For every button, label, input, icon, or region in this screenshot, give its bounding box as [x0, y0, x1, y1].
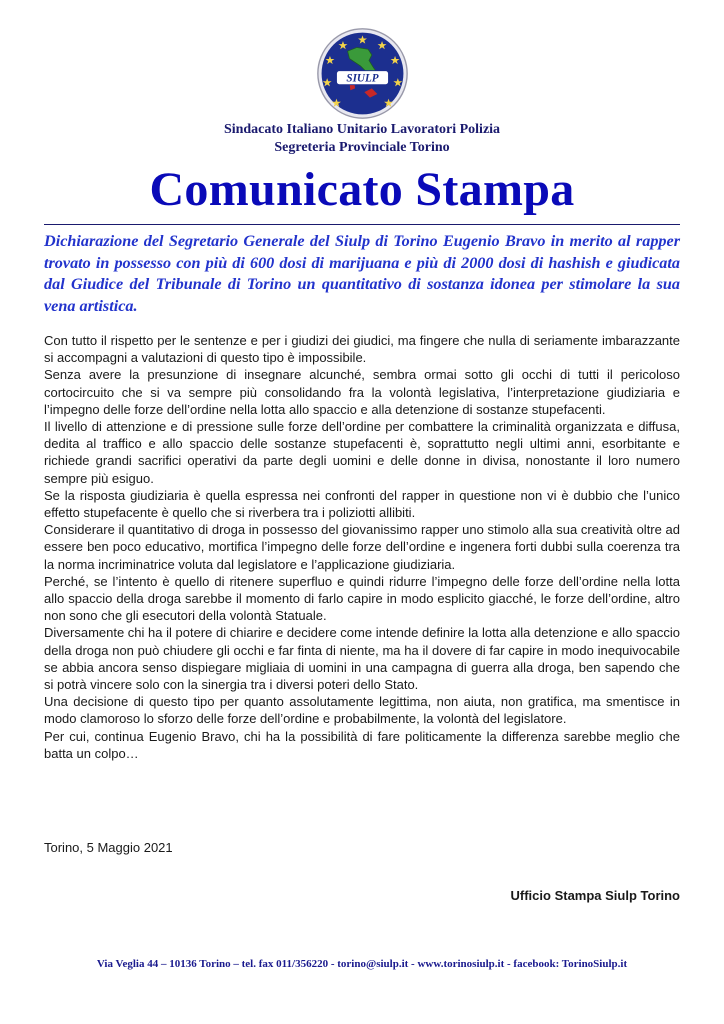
siulp-logo	[316, 27, 409, 120]
org-branch: Segreteria Provinciale Torino	[274, 140, 450, 155]
signature: Ufficio Stampa Siulp Torino	[510, 888, 680, 903]
siulp-emblem-icon	[316, 27, 409, 120]
body-paragraph: Perché, se l’intento è quello di ritenere superfluo e quindi ridurre l’impegno delle forze dell’ordine nella lotta allo spaccio della droga sarebbe il momento di farlo capire in modo esplicito giacché, le forze dell’ordine, altro non sono che gli esecutori della volontà Statuale.	[44, 573, 680, 624]
footer-contacts: Via Veglia 44 – 10136 Torino – tel. fax 011/356220 - torino@siulp.it - www.torinosiulp.it - facebook: TorinoSiulp.it	[96, 958, 628, 970]
body-paragraph: Se la risposta giudiziaria è quella espressa nei confronti del rapper in questione non vi è dubbio che l’unico effetto stupefacente è quello che si riverbera tra i poliziotti allibiti.	[44, 487, 680, 521]
press-body	[44, 332, 680, 762]
org-name: Sindacato Italiano Unitario Lavoratori Polizia	[223, 122, 501, 137]
press-subtitle: Dichiarazione del Segretario Generale del Siulp di Torino Eugenio Bravo in merito al rapper trovato in possesso con più di 600 dosi di marijuana e più di 2000 dosi di hashish e giudicata dal Giudice del Tribunale di Torino un quantitativo di sostanza idonea per stimolare la sua vena artistica.	[44, 232, 680, 315]
title-divider	[44, 224, 680, 225]
body-paragraph: Il livello di attenzione e di pressione sulle forze dell’ordine per combattere la criminalità organizzata e diffusa, dedita al traffico e allo spaccio delle sostanze stupefacenti è, soprattutto negli ultimi anni, esorbitante e richiede grandi sacrifici operativi da parte degli uomini e delle donne in divisa, nonostante il loro numero sempre più esiguo.	[44, 419, 680, 486]
page-title: Comunicato Stampa	[149, 163, 575, 216]
body-paragraph: Una decisione di questo tipo per quanto assolutamente legittima, non aiuta, non gratifica, ma smentisce in modo clamoroso lo sforzo delle forze dell’ordine e probabilmente, la volontà del legislatore.	[44, 694, 680, 727]
svg-text:SIULP: SIULP	[346, 72, 379, 85]
body-paragraph: Senza avere la presunzione di insegnare alcunché, sembra ormai sotto gli occhi di tutti il pericoloso cortocircuito che si va sempre più consolidando fra la volontà legislativa, l’interpretazione giudiziaria e l’impegno delle forze dell’ordine nella lotta allo spaccio e alla detenzione di sostanze stupefacenti.	[44, 367, 680, 417]
body-paragraph: Con tutto il rispetto per le sentenze e per i giudizi dei giudici, ma fingere che nulla di seriamente imbarazzante si accompagni a valutazioni di questo tipo è impossibile.	[44, 333, 680, 366]
body-paragraph: Diversamente chi ha il potere di chiarire e decidere come intende definire la lotta alla detenzione e allo spaccio della droga non può chiudere gli occhi e far finta di niente, ma ha il dovere di far capire in modo inequivocabile se abbia ancora senso dispiegare migliaia di uomini in una campagna di guerra alla droga, ben sapendo che si potrà vincere solo con la sinergia tra i diversi poteri dello Stato.	[44, 625, 680, 693]
body-paragraph: Per cui, continua Eugenio Bravo, chi ha la possibilità di fare politicamente la differenza sarebbe meglio che batta un colpo…	[44, 728, 680, 761]
body-paragraph: Considerare il quantitativo di droga in possesso del giovanissimo rapper uno stimolo alla sua creatività oltre ad essere ben poco educativo, mortifica l’impegno delle forze dell’ordine e ingenera forti dubbi sulla coerenza tra la norma incriminatrice voluta dal legislatore e l’applicazione giudiziaria.	[44, 522, 680, 572]
release-date: Torino, 5 Maggio 2021	[44, 840, 173, 855]
